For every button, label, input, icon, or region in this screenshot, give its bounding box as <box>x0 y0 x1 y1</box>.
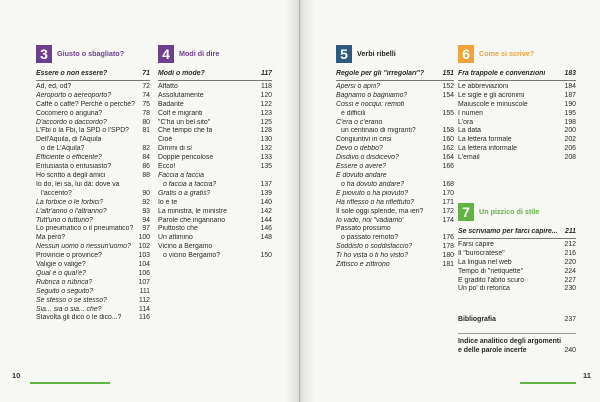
toc-entry-page: 178 <box>442 243 454 251</box>
toc-entry <box>336 190 454 199</box>
toc-entry <box>336 252 454 261</box>
toc-entry-page: 71 <box>142 70 150 77</box>
chapter-6-section <box>458 44 576 163</box>
index-entry <box>458 338 576 356</box>
toc-entry <box>336 163 454 172</box>
toc-entry-page: 148 <box>260 234 272 242</box>
toc-entry-title: Le sigle e gli acronimi <box>458 91 525 99</box>
toc-entry-page: 224 <box>564 267 576 275</box>
toc-entry-title: La ministra, le ministre <box>158 207 227 215</box>
toc-entry-title: Rubrica o rùbrica? <box>36 278 93 286</box>
toc-entry-title: L'email <box>458 154 480 162</box>
toc-entry <box>336 208 454 217</box>
toc-entry <box>36 270 150 279</box>
toc-entry-title: Soddisfo o soddisfaccio? <box>336 243 413 251</box>
toc-entry-page: 195 <box>564 109 576 117</box>
toc-entry-title: o passato remoto? <box>341 234 399 242</box>
toc-entry-title: La lettera informale <box>458 145 517 153</box>
toc-entry <box>158 208 272 217</box>
chapter-4-number: 4 <box>158 45 174 63</box>
toc-entry <box>458 268 576 277</box>
toc-entry <box>458 285 576 294</box>
toc-entry <box>36 154 150 163</box>
toc-entry-title: o vicino Bergamo? <box>163 252 221 260</box>
toc-entry <box>36 243 150 252</box>
toc-entry-page: 86 <box>142 163 150 171</box>
toc-entry <box>158 181 272 190</box>
toc-entry-title: Ecco! <box>158 163 176 171</box>
toc-entry <box>158 110 272 119</box>
toc-entry <box>458 154 576 163</box>
toc-entry-title: Devo o debbo? <box>336 145 383 153</box>
chapter-5-entries <box>336 70 454 270</box>
toc-entry-page: 200 <box>564 127 576 135</box>
toc-entry-title: Badante <box>158 100 184 108</box>
toc-entry-page: 123 <box>260 109 272 117</box>
toc-entry <box>36 306 150 315</box>
toc-entry-title: Cocomero o anguria? <box>36 109 103 117</box>
toc-entry-title: Piuttosto che <box>158 225 198 233</box>
toc-entry-title: Affatto <box>158 82 178 90</box>
toc-entry <box>336 145 454 154</box>
toc-entry-title: Seguito o seguito? <box>36 287 94 295</box>
toc-entry-title: Caffè o caffé? Perché o perchè? <box>36 100 135 108</box>
chapter-4-heading <box>158 44 272 64</box>
toc-entry-title: Qual è o qual'è? <box>36 269 86 277</box>
toc-entry-title: È piovuto o ha piovuto? <box>336 189 409 197</box>
toc-entry-page: 116 <box>139 314 150 322</box>
toc-entry-title: Lo pneumatico o il pneumatico? <box>36 225 134 233</box>
chapter-4-section <box>158 44 272 261</box>
toc-entry <box>36 234 150 243</box>
toc-entry-page: 80 <box>142 118 150 126</box>
toc-entry <box>336 110 454 119</box>
index-label-line1: Indice analitico degli argomenti <box>458 338 561 345</box>
toc-entry-page: 212 <box>564 240 576 248</box>
toc-entry <box>158 172 272 181</box>
toc-entry <box>336 181 454 190</box>
toc-entry <box>158 92 272 101</box>
toc-entry-title: La data <box>458 127 481 135</box>
toc-entry <box>36 217 150 226</box>
chapter-3-number: 3 <box>36 45 52 63</box>
toc-entry <box>336 101 454 110</box>
toc-entry-page: 208 <box>564 154 576 162</box>
toc-entry <box>336 70 454 81</box>
toc-entry <box>458 277 576 286</box>
toc-entry-page: 206 <box>564 145 576 153</box>
toc-entry <box>336 119 454 128</box>
toc-entry-page: 117 <box>261 70 272 77</box>
toc-entry-page: 211 <box>565 228 576 235</box>
toc-entry <box>458 70 576 81</box>
toc-entry <box>458 119 576 128</box>
toc-entry-title: C'era o c'erano <box>336 118 383 126</box>
chapter-3-title: Giusto o sbagliato? <box>57 49 125 58</box>
toc-entry <box>458 83 576 92</box>
toc-entry <box>336 154 454 163</box>
toc-entry-title: Parole che ingannano <box>158 216 226 224</box>
toc-entry <box>36 252 150 261</box>
chapter-6-title: Come si scrive? <box>479 49 535 58</box>
toc-entry-page: 151 <box>442 70 454 77</box>
toc-entry <box>158 83 272 92</box>
toc-entry <box>336 217 454 226</box>
toc-entry-page: 90 <box>142 189 150 197</box>
toc-entry-page: 103 <box>138 252 150 260</box>
chapter-6-entries <box>458 70 576 163</box>
toc-entry <box>36 297 150 306</box>
toc-entry-title: Valigie o valige? <box>36 261 86 269</box>
toc-entry-title: Maiuscole e minuscole <box>458 100 528 108</box>
toc-entry-page: 92 <box>142 198 150 206</box>
toc-entry-title: È gradito l'abito scuro <box>458 276 525 284</box>
toc-entry-title: Fra trappole e convenzioni <box>458 70 546 77</box>
toc-entry-page: 137 <box>260 180 272 188</box>
toc-entry-title: e difficili <box>341 109 366 117</box>
toc-entry <box>458 145 576 154</box>
chapter-5-heading <box>336 44 454 64</box>
toc-entry-page: 166 <box>442 163 454 171</box>
toc-entry-page: 160 <box>442 136 454 144</box>
toc-entry-title: Cioè <box>158 136 173 144</box>
toc-entry-title: Ma però? <box>36 234 66 242</box>
toc-entry-page: 106 <box>138 269 150 277</box>
chapter-5-title: Verbi ribelli <box>357 49 396 58</box>
chapter-4-title: Modi di dire <box>179 49 220 58</box>
toc-entry <box>36 145 150 154</box>
toc-entry-page: 140 <box>260 198 272 206</box>
toc-entry-page: 162 <box>442 145 454 153</box>
toc-entry-title: Provincie o province? <box>36 252 102 260</box>
toc-entry <box>336 261 454 270</box>
toc-entry-title: L'Fbi o la Fbi, la SPD o l'SPD? <box>36 127 130 135</box>
toc-entry <box>36 225 150 234</box>
toc-entry-title: o ha dovuto andare? <box>341 180 405 188</box>
toc-entry-title: Stavolta gli dico o le dico...? <box>36 314 122 322</box>
toc-entry-page: 174 <box>442 216 454 224</box>
toc-entry-title: Se scriviamo per farci capire... <box>458 228 558 235</box>
toc-entry-title: Un attimino <box>158 234 193 242</box>
toc-entry-page: 164 <box>442 154 454 162</box>
toc-entry-title: Ti ho vista o ti ho visto? <box>336 252 408 260</box>
toc-entry <box>336 136 454 145</box>
toc-entry-page: 135 <box>260 163 272 171</box>
toc-entry <box>36 208 150 217</box>
toc-entry <box>336 225 454 234</box>
bibliography-label: Bibliografia <box>458 316 496 323</box>
toc-entry-title: È dovuto andare <box>336 171 387 179</box>
toc-entry <box>458 101 576 110</box>
chapter-7-entries <box>458 228 576 294</box>
toc-entry-page: 155 <box>442 109 454 117</box>
toc-entry-page: 93 <box>142 207 150 215</box>
toc-entry-page: 227 <box>564 276 576 284</box>
toc-entry <box>336 234 454 243</box>
toc-entry-page: 168 <box>442 180 454 188</box>
toc-entry-page: 198 <box>564 118 576 126</box>
right-accent-bar <box>520 382 576 384</box>
toc-entry-title: Ho scritto a degli amici <box>36 171 106 179</box>
toc-entry-page: 125 <box>260 118 272 126</box>
toc-entry-title: Efficiente o efficente? <box>36 154 102 162</box>
toc-entry <box>158 190 272 199</box>
toc-entry-title: Dimmi di sì <box>158 145 193 153</box>
toc-entry <box>36 119 150 128</box>
toc-entry-title: Il "burocratese" <box>458 249 505 257</box>
toc-entry-title: Farsi capire <box>458 240 494 248</box>
toc-entry-page: 146 <box>260 225 272 233</box>
chapter-7-title: Un pizzico di stile <box>479 207 540 216</box>
toc-entry <box>458 250 576 259</box>
toc-entry <box>336 243 454 252</box>
toc-entry-title: Passato prossimo <box>336 225 391 233</box>
chapter-7-section <box>458 202 576 294</box>
toc-entry-title: Modi o mode? <box>158 70 205 77</box>
toc-entry <box>36 181 150 190</box>
chapter-3-heading <box>36 44 150 64</box>
toc-entry-page: 118 <box>261 82 272 90</box>
toc-entry <box>458 228 576 239</box>
toc-entry-title: Essere o non essere? <box>36 70 108 77</box>
backmatter-divider <box>458 333 576 334</box>
toc-entry-page: 81 <box>142 127 150 135</box>
toc-entry-title: I numeri <box>458 109 483 117</box>
toc-entry-page: 120 <box>260 91 272 99</box>
toc-entry-page: 82 <box>142 145 150 153</box>
toc-entry <box>158 127 272 136</box>
toc-entry-title: Apersi o aprii? <box>336 82 381 90</box>
toc-entry <box>36 279 150 288</box>
toc-entry-page: 74 <box>142 91 150 99</box>
toc-entry-title: Un po' di retorica <box>458 285 510 293</box>
toc-entry-page: 72 <box>142 82 150 90</box>
toc-entry <box>336 172 454 181</box>
bibliography-entry <box>458 316 576 325</box>
toc-entry-page: 230 <box>564 285 576 293</box>
toc-entry-page: 94 <box>142 216 150 224</box>
toc-entry <box>458 110 576 119</box>
toc-entry-page: 172 <box>442 207 454 215</box>
toc-entry-page: 130 <box>260 136 272 144</box>
toc-entry <box>158 136 272 145</box>
toc-entry-title: "C'ha un bel sito" <box>158 118 211 126</box>
toc-entry-page: 75 <box>142 100 150 108</box>
toc-entry-page: 142 <box>260 207 272 215</box>
toc-entry-title: Sia... sia o sia... che? <box>36 305 102 313</box>
toc-entry-page: 104 <box>138 261 150 269</box>
toc-entry <box>158 234 272 243</box>
toc-entry-page: 158 <box>442 127 454 135</box>
toc-entry-page: 114 <box>139 305 150 313</box>
toc-entry <box>158 70 272 81</box>
toc-entry-title: Essere o avere? <box>336 163 387 171</box>
toc-entry-title: Cossi e nocqui: remoti <box>336 100 405 108</box>
toc-entry <box>158 225 272 234</box>
toc-entry-title: o de L'Aquila? <box>41 145 85 153</box>
chapter-6-heading <box>458 44 576 64</box>
toc-entry-title: Ha riflesso o ha riflettuto? <box>336 198 415 206</box>
toc-entry-title: Ad, ed, od? <box>36 82 72 90</box>
toc-entry-title: Tutt'uno o tuttuno? <box>36 216 93 224</box>
toc-entry-title: Io do, lei sa, lui dà: dove va <box>36 180 120 188</box>
toc-entry-page: 133 <box>260 154 272 162</box>
toc-entry-title: Sé stesso o se stesso? <box>36 296 107 304</box>
toc-entry-title: Le abbreviazioni <box>458 82 509 90</box>
toc-entry-title: Che tempo che fa <box>158 127 213 135</box>
toc-entry <box>36 190 150 199</box>
chapter-3-entries <box>36 70 150 323</box>
toc-entry <box>336 199 454 208</box>
toc-entry-page: 216 <box>564 249 576 257</box>
toc-entry-page: 128 <box>260 127 272 135</box>
toc-entry-title: Congiuntivi in crisi <box>336 136 392 144</box>
index-label-line2: e delle parole incerte <box>458 346 527 354</box>
toc-entry-title: D'accordo o daccordo? <box>36 118 107 126</box>
chapter-6-number: 6 <box>458 45 474 63</box>
toc-entry <box>158 119 272 128</box>
toc-entry-page: 132 <box>260 145 272 153</box>
chapter-5-number: 5 <box>336 45 352 63</box>
toc-entry-page: 154 <box>442 91 454 99</box>
toc-entry <box>36 199 150 208</box>
toc-entry-page: 107 <box>138 278 150 286</box>
toc-entry-page: 150 <box>260 252 272 260</box>
toc-entry <box>158 101 272 110</box>
toc-entry-title: L'ora <box>458 118 474 126</box>
toc-entry-page: 170 <box>442 189 454 197</box>
toc-entry-page: 97 <box>142 225 150 233</box>
toc-entry-title: Io vado, noi "vadiamo" <box>336 216 405 224</box>
toc-entry-page: 144 <box>260 216 272 224</box>
toc-entry <box>336 127 454 136</box>
toc-entry-title: Bagnamo o bagniamo? <box>336 91 408 99</box>
toc-entry-title: Assolutamente <box>158 91 204 99</box>
chapter-7-heading <box>458 202 576 222</box>
toc-entry <box>36 92 150 101</box>
left-page-number: 10 <box>12 371 21 380</box>
toc-entry <box>36 127 150 136</box>
toc-entry-title: Entusiasta o entusiasto? <box>36 163 112 171</box>
chapter-3-section <box>36 44 150 323</box>
toc-entry <box>458 241 576 250</box>
toc-entry-title: Doppie pericolose <box>158 154 214 162</box>
right-page-number: 11 <box>583 371 591 380</box>
toc-entry <box>36 261 150 270</box>
bibliography-page: 237 <box>564 316 576 323</box>
toc-entry <box>158 243 272 252</box>
toc-entry-title: Dell'Aquila, di l'Aquila <box>36 136 102 144</box>
toc-entry-page: 183 <box>564 70 576 77</box>
chapter-5-section <box>336 44 454 270</box>
toc-entry-title: Tempo di "netiquette" <box>458 267 524 275</box>
toc-entry-page: 180 <box>442 252 454 260</box>
toc-entry-title: Gratis o a gratis? <box>158 189 211 197</box>
toc-entry-title: Colf e migranti <box>158 109 203 117</box>
toc-entry-title: La lettera formale <box>458 136 512 144</box>
toc-entry <box>36 101 150 110</box>
index-page: 240 <box>564 346 576 354</box>
toc-entry-title: un centinaio di migranti? <box>341 127 416 135</box>
toc-entry-page: 187 <box>564 91 576 99</box>
toc-entry-page: 111 <box>139 287 150 295</box>
toc-entry-title: Faccia a faccia <box>158 171 204 179</box>
toc-entry-page: 171 <box>442 198 454 206</box>
toc-entry-title: Regole per gli "irregolari"? <box>336 70 425 77</box>
toc-entry <box>458 92 576 101</box>
toc-entry-title: Disdivo o disdicevo? <box>336 154 399 162</box>
toc-entry-page: 122 <box>260 100 272 108</box>
toc-entry-title: L'altr'anno o l'altranno? <box>36 207 107 215</box>
toc-entry-title: l'accento? <box>41 189 72 197</box>
toc-entry-title: o faccia a faccia? <box>163 180 217 188</box>
toc-entry <box>36 70 150 81</box>
toc-entry <box>158 217 272 226</box>
toc-entry-page: 78 <box>142 109 150 117</box>
toc-entry-page: 88 <box>142 171 150 179</box>
toc-entry-page: 181 <box>442 261 454 269</box>
toc-entry-page: 100 <box>138 234 150 242</box>
toc-entry <box>336 92 454 101</box>
toc-entry-title: Il sole oggi splende, ma ieri? <box>336 207 424 215</box>
toc-entry <box>458 127 576 136</box>
toc-entry <box>158 199 272 208</box>
toc-entry-title: La forbice o le forbici? <box>36 198 104 206</box>
toc-entry-page: 202 <box>564 136 576 144</box>
toc-entry <box>458 136 576 145</box>
toc-entry-title: Vicino a Bergamo <box>158 243 213 251</box>
toc-entry-title: Nessun uomo o nessun'uomo? <box>36 243 131 251</box>
toc-entry <box>158 145 272 154</box>
toc-entry-page: 190 <box>564 100 576 108</box>
toc-entry-page: 184 <box>564 82 576 90</box>
toc-entry-title: La lingua nel web <box>458 258 512 266</box>
toc-entry <box>36 110 150 119</box>
toc-entry <box>36 163 150 172</box>
toc-entry <box>458 259 576 268</box>
toc-entry-page: 112 <box>139 296 150 304</box>
toc-entry-title: Io e te <box>158 198 178 206</box>
toc-entry-title: Zittisco e zittirono <box>336 261 390 269</box>
toc-entry-page: 139 <box>260 189 272 197</box>
toc-entry <box>158 154 272 163</box>
toc-entry-page: 102 <box>138 243 150 251</box>
toc-entry-page: 152 <box>442 82 454 90</box>
chapter-7-number: 7 <box>458 203 474 221</box>
chapter-4-entries <box>158 70 272 261</box>
toc-entry-page: 220 <box>564 258 576 266</box>
left-accent-bar <box>30 382 110 384</box>
toc-entry <box>158 163 272 172</box>
toc-entry <box>36 288 150 297</box>
toc-entry-page: 176 <box>442 234 454 242</box>
toc-entry <box>336 83 454 92</box>
toc-entry <box>36 314 150 323</box>
toc-entry <box>36 83 150 92</box>
toc-entry <box>158 252 272 261</box>
toc-entry <box>36 172 150 181</box>
toc-entry <box>36 136 150 145</box>
toc-entry-page: 84 <box>142 154 150 162</box>
toc-entry-title: Aeroporto o aereoporto? <box>36 91 112 99</box>
